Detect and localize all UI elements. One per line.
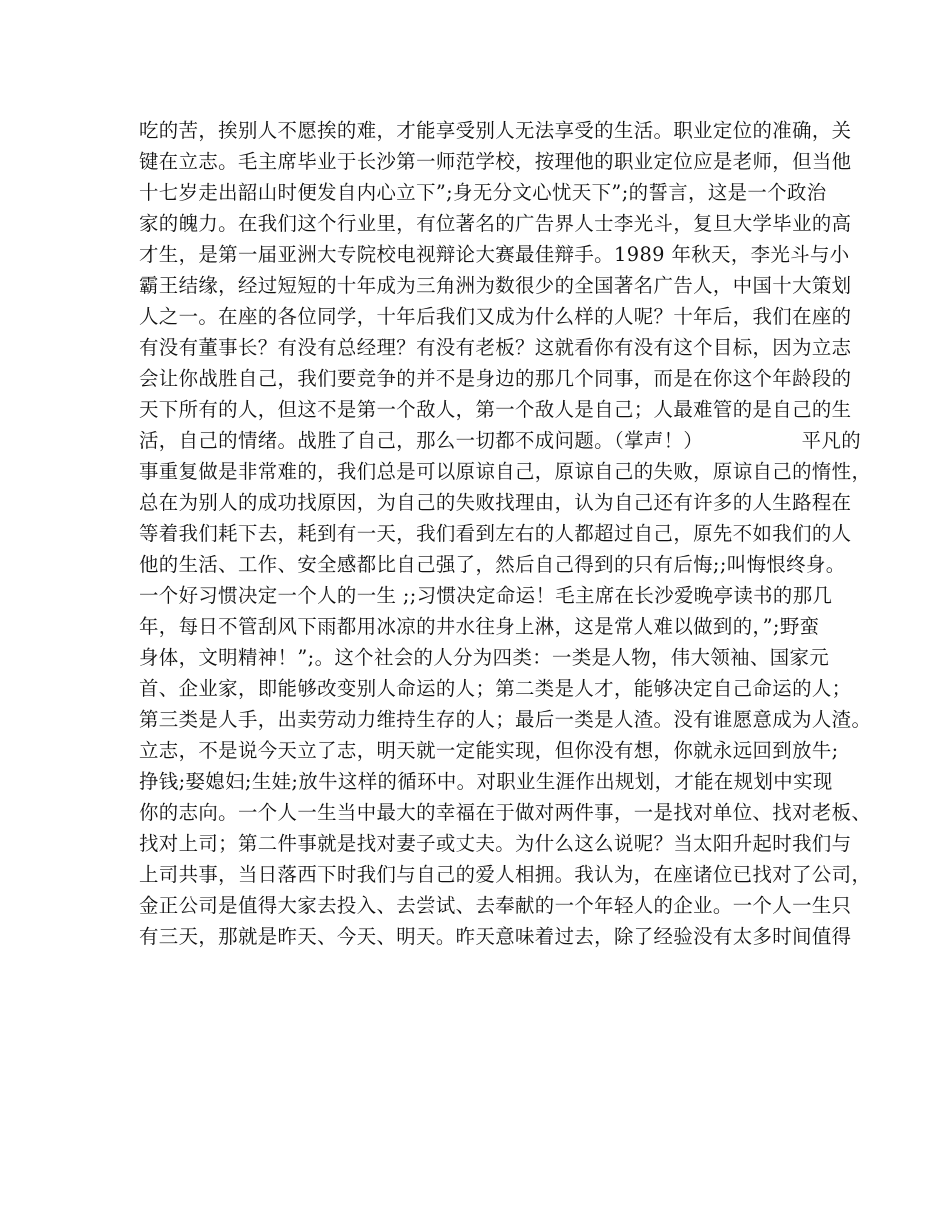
text-line: 你的志向。一个人一生当中最大的幸福在于做对两件事，一是找对单位、找对老板、	[139, 801, 872, 824]
text-line: 身体，文明精神！”;。这个社会的人分为四类：一类是人物，伟大领袖、国家元	[139, 646, 830, 669]
text-line: 家的魄力。在我们这个行业里，有位著名的广告界人士李光斗，复旦大学毕业的高	[139, 212, 852, 235]
text-line: 总在为别人的成功找原因，为自己的失败找理由，认为自己还有许多的人生路程在	[139, 491, 852, 514]
text-line: 才生，是第一届亚洲大专院校电视辩论大赛最佳辩手。1989 年秋天，李光斗与小	[139, 243, 850, 266]
text-line: 人之一。在座的各位同学，十年后我们又成为什么样的人呢？十年后，我们在座的	[139, 305, 852, 328]
text-line: 立志，不是说今天立了志，明天就一定能实现，但你没有想，你就永远回到放牛;	[139, 739, 839, 762]
text-line: 事重复做是非常难的，我们总是可以原谅自己，原谅自己的失败，原谅自己的惰性，	[139, 460, 872, 483]
text-line: 有三天，那就是昨天、今天、明天。昨天意味着过去，除了经验没有太多时间值得	[139, 925, 852, 948]
text-line: 有没有董事长？有没有总经理？有没有老板？这就看你有没有这个目标，因为立志	[139, 336, 852, 359]
text-line: 活，自己的情绪。战胜了自己，那么一切都不成问题。（掌声！） 平凡的	[139, 429, 862, 452]
text-line: 上司共事，当日落西下时我们与自己的爱人相拥。我认为，在座诸位已找对了公司，	[139, 863, 872, 886]
text-line: 霸王结缘，经过短短的十年成为三角洲为数很少的全国著名广告人，中国十大策划	[139, 274, 852, 297]
text-line: 金正公司是值得大家去投入、去尝试、去奉献的一个年轻人的企业。一个人一生只	[139, 894, 852, 917]
body-text	[139, 115, 872, 952]
text-line: 天下所有的人，但这不是第一个敌人，第一个敌人是自己；人最难管的是自己的生	[139, 398, 852, 421]
text-line: 会让你战胜自己，我们要竞争的并不是身边的那几个同事，而是在你这个年龄段的	[139, 367, 852, 390]
text-line: 等着我们耗下去，耗到有一天，我们看到左右的人都超过自己，原先不如我们的人	[139, 522, 852, 545]
text-line: 他的生活、工作、安全感都比自己强了，然后自己得到的只有后悔;;叫悔恨终身。	[139, 553, 846, 576]
text-line: 一个好习惯决定一个人的一生 ;;习惯决定命运！毛主席在长沙爱晚亭读书的那几	[139, 584, 833, 607]
text-line: 吃的苦，挨别人不愿挨的难，才能享受别人无法享受的生活。职业定位的准确，关	[139, 119, 852, 142]
text-line: 找对上司；第二件事就是找对妻子或丈夫。为什么这么说呢？当太阳升起时我们与	[139, 832, 852, 855]
text-line: 年，每日不管刮风下雨都用冰凉的井水往身上淋，这是常人难以做到的，”;野蛮	[139, 615, 820, 638]
text-line: 挣钱;娶媳妇;生娃;放牛这样的循环中。对职业生涯作出规划，才能在规划中实现	[139, 770, 833, 793]
text-line: 十七岁走出韶山时便发自内心立下”;身无分文心忧天下”;的誓言，这是一个政治	[139, 181, 827, 204]
text-line: 第三类是人手，出卖劳动力维持生存的人；最后一类是人渣。没有谁愿意成为人渣。	[139, 708, 872, 731]
text-line: 键在立志。毛主席毕业于长沙第一师范学校，按理他的职业定位应是老师，但当他	[139, 150, 852, 173]
text-line: 首、企业家，即能够改变别人命运的人；第二类是人才，能够决定自己命运的人；	[139, 677, 852, 700]
